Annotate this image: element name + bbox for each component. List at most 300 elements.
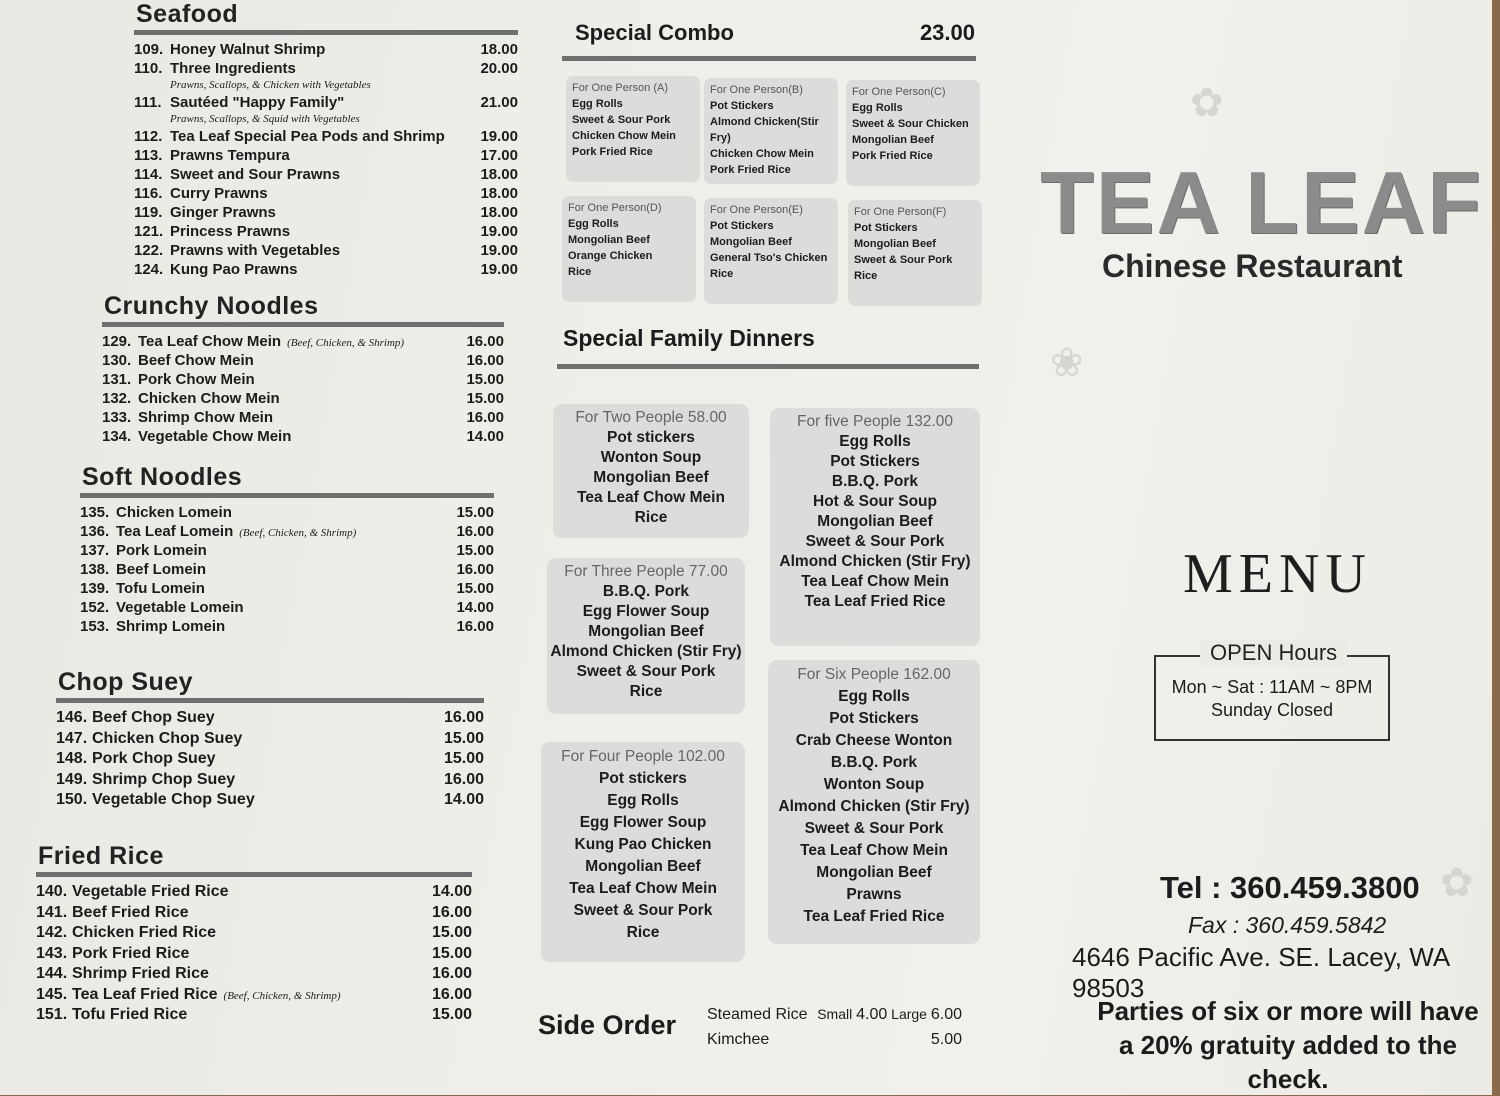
item-price: 18.00 [480, 41, 518, 58]
combo-box-heading: For One Person(E) [710, 204, 803, 216]
item-number: 141. [36, 903, 68, 921]
item-name-text: Tea Leaf Chow Mein [138, 333, 282, 350]
section-title: Chop Suey [58, 668, 194, 696]
family-item: Hot & Sour Soup [813, 493, 937, 510]
item-name [170, 60, 468, 77]
small-price: 4.00 [856, 1006, 888, 1023]
item-number: 132. [102, 390, 132, 407]
item-price: 16.00 [466, 409, 504, 426]
item-price: 16.00 [456, 618, 494, 635]
combo-box-e [704, 198, 838, 304]
item-name [138, 333, 454, 350]
section-title: Crunchy Noodles [104, 292, 319, 320]
fax: Fax : 360.459.5842 [1188, 912, 1387, 938]
combo-box-heading: For One Person(B) [710, 84, 803, 96]
item-name-text: Three Ingredients [170, 60, 296, 77]
family-box-heading: For Six People 162.00 [797, 666, 951, 683]
item-price: 15.00 [466, 390, 504, 407]
family-box-two [553, 404, 749, 538]
combo-box-d [562, 196, 696, 302]
family-item: Prawns [846, 886, 902, 903]
item-name [170, 166, 468, 183]
combo-item: Mongolian Beef [852, 134, 934, 146]
menu-item [56, 730, 484, 751]
item-name [138, 371, 454, 388]
item-number: 134. [102, 428, 132, 445]
item-price: 16.00 [466, 352, 504, 369]
item-name [72, 986, 422, 1004]
item-price: 18.00 [480, 166, 518, 183]
family-item: Egg Rolls [839, 433, 911, 450]
menu-item [134, 204, 518, 223]
item-name-text: Beef Fried Rice [72, 903, 189, 921]
item-name-text: Pork Chop Suey [92, 750, 216, 767]
menu-item [36, 945, 472, 966]
restaurant-logo: TEA LEAF [1040, 153, 1483, 252]
item-price: 18.00 [480, 185, 518, 202]
item-name-text: Chicken Chop Suey [92, 729, 243, 747]
menu-item [102, 371, 504, 390]
item-list [56, 709, 484, 812]
combo-item: Orange Chicken [568, 250, 653, 262]
side-item-name: Kimchee [707, 1031, 770, 1048]
item-list [102, 333, 504, 447]
item-name [170, 223, 468, 240]
side-item-kimchee [707, 1031, 962, 1056]
family-item: Tea Leaf Fried Rice [803, 908, 945, 925]
item-name [72, 904, 422, 922]
section-crunchy-noodles [102, 292, 504, 447]
item-name [92, 709, 434, 727]
item-number: 139. [80, 580, 110, 597]
item-price: 17.00 [480, 147, 518, 164]
item-price: 19.00 [480, 128, 518, 145]
item-name-text: Honey Walnut Shrimp [170, 41, 326, 58]
item-number: 129. [102, 333, 132, 350]
section-title: Fried Rice [38, 842, 164, 870]
combo-box-heading: For One Person(F) [854, 206, 947, 218]
family-item: Wonton Soup [823, 776, 925, 793]
item-list [36, 883, 472, 1027]
family-item: B.B.Q. Pork [831, 473, 919, 490]
item-number: 143. [36, 944, 68, 962]
item-name-text: Tea Leaf Fried Rice [72, 985, 218, 1003]
item-note: (Beef, Chicken, & Shrimp) [287, 337, 405, 349]
item-name [92, 750, 434, 768]
family-item: Wonton Soup [600, 449, 702, 466]
combo-item: Rice [710, 268, 734, 280]
item-number: 142. [36, 924, 68, 941]
item-name-text: Kung Pao Prawns [170, 261, 298, 278]
family-item: Pot Stickers [830, 453, 920, 470]
family-item: Crab Cheese Wonton [795, 732, 953, 749]
divider [134, 30, 518, 35]
item-number: 144. [36, 965, 68, 982]
menu-item [80, 542, 494, 561]
combo-item: Pork Fried Rice [852, 150, 933, 162]
item-description: Prawns, Scallops, & Chicken with Vegetables [170, 79, 371, 91]
combo-item: Chicken Chow Mein [710, 148, 814, 160]
family-box-heading: For Two People 58.00 [575, 409, 727, 426]
large-price: 6.00 [930, 1006, 962, 1023]
menu-item [36, 986, 472, 1007]
item-note: (Beef, Chicken, & Shrimp) [239, 527, 357, 539]
menu-item [56, 750, 484, 771]
item-number: 121. [134, 223, 164, 240]
item-number: 119. [134, 204, 163, 221]
item-price: 15.00 [443, 729, 484, 747]
item-name-text: Vegetable Lomein [116, 599, 244, 616]
item-price: 16.00 [431, 985, 472, 1003]
flower-decoration-icon: ✿ [1190, 81, 1224, 125]
combo-item: Pork Fried Rice [710, 164, 791, 176]
menu-item [36, 965, 472, 986]
item-name [170, 94, 468, 111]
combo-item: Pot Stickers [854, 222, 918, 234]
item-price: 16.00 [456, 523, 494, 540]
item-number: 122. [134, 242, 164, 259]
menu-item [134, 166, 518, 185]
item-price: 14.00 [456, 599, 494, 616]
family-item: Pot Stickers [829, 710, 919, 727]
combo-box-b [704, 78, 838, 184]
section-title: Seafood [136, 0, 239, 28]
family-item: Sweet & Sour Pork [805, 533, 945, 550]
item-name [72, 924, 422, 942]
family-box-five [770, 408, 980, 646]
combo-box-f [848, 200, 982, 306]
item-number: 114. [134, 166, 163, 183]
family-box-three [547, 558, 745, 714]
menu-item [102, 428, 504, 447]
side-item-price [817, 1006, 962, 1024]
item-price: 15.00 [443, 750, 484, 767]
restaurant-subtitle: Chinese Restaurant [1102, 248, 1403, 284]
item-number: 112. [134, 128, 163, 145]
item-name-text: Tofu Lomein [116, 580, 205, 597]
item-name [92, 771, 434, 789]
combo-item: Sweet & Sour Pork [854, 254, 953, 266]
menu-item [134, 223, 518, 242]
item-name-text: Prawns with Vegetables [170, 242, 341, 259]
family-box-six [768, 660, 980, 944]
combo-box-heading: For One Person(D) [568, 202, 662, 214]
item-name [116, 523, 444, 540]
item-price: 14.00 [443, 791, 484, 808]
combo-item: Pot Stickers [710, 220, 774, 232]
item-number: 149. [56, 770, 88, 788]
section-seafood [134, 0, 518, 280]
item-name [170, 41, 468, 58]
hours-weekday: Mon ~ Sat : 11AM ~ 8PM [1171, 677, 1373, 697]
item-name [92, 730, 434, 748]
combo-item: Sweet & Sour Chicken [852, 118, 969, 130]
item-name [116, 561, 444, 578]
divider [80, 493, 494, 498]
combo-item: Mongolian Beef [710, 236, 792, 248]
item-name [92, 791, 434, 809]
item-number: 110. [134, 60, 163, 77]
item-price: 16.00 [456, 561, 494, 578]
family-item: Tea Leaf Fried Rice [804, 593, 946, 610]
combo-box-heading: For One Person(C) [852, 86, 946, 98]
menu-item [102, 390, 504, 409]
item-name-text: Tea Leaf Lomein [116, 523, 234, 540]
family-item: Tea Leaf Chow Mein [801, 573, 949, 590]
family-box-four [541, 742, 745, 962]
open-hours-box [1154, 655, 1390, 741]
family-item: Egg Rolls [838, 688, 910, 705]
combo-item: Egg Rolls [852, 102, 903, 114]
item-number: 151. [36, 1006, 68, 1023]
item-price: 15.00 [456, 504, 494, 521]
side-item-price: 5.00 [930, 1031, 962, 1048]
family-item: Pot stickers [607, 429, 695, 446]
family-item: Sweet & Sour Pork [804, 820, 944, 837]
item-price: 16.00 [443, 709, 484, 726]
menu-item [80, 580, 494, 599]
family-item: Sweet & Sour Pork [576, 663, 716, 680]
menu-item [56, 771, 484, 792]
family-item: Almond Chicken (Stir Fry) [550, 643, 742, 660]
special-combo-title: Special Combo [575, 20, 734, 45]
menu-item [56, 791, 484, 812]
item-name-text: Chicken Lomein [116, 504, 232, 521]
item-price: 21.00 [480, 94, 518, 111]
menu-item [56, 709, 484, 730]
item-price: 15.00 [466, 371, 504, 388]
item-name [170, 261, 468, 278]
item-name-text: Vegetable Fried Rice [72, 883, 229, 900]
item-number: 150. [56, 791, 88, 808]
item-name-text: Pork Fried Rice [72, 944, 190, 962]
menu-item [102, 409, 504, 428]
item-name [72, 945, 422, 963]
item-name-text: Ginger Prawns [170, 204, 276, 221]
item-name [138, 352, 454, 369]
menu-item [134, 185, 518, 204]
family-item: B.B.Q. Pork [830, 754, 918, 771]
item-name [116, 580, 444, 597]
open-hours-title: OPEN Hours [1200, 640, 1347, 666]
family-item: Almond Chicken (Stir Fry) [779, 553, 971, 570]
item-name [170, 185, 468, 202]
family-item: Tea Leaf Chow Mein [569, 880, 717, 897]
item-number: 137. [80, 542, 110, 559]
item-name-text: Shrimp Chop Suey [92, 770, 236, 788]
item-number: 152. [80, 599, 110, 616]
menu-item [134, 242, 518, 261]
item-name [116, 599, 444, 616]
family-item: B.B.Q. Pork [602, 583, 690, 600]
item-price: 20.00 [480, 60, 518, 77]
item-number: 116. [134, 185, 163, 202]
hours-sunday: Sunday Closed [1210, 700, 1334, 720]
menu-item [36, 883, 472, 904]
item-number: 148. [56, 750, 88, 767]
item-number: 130. [102, 352, 132, 369]
item-name-text: Shrimp Lomein [116, 618, 226, 635]
combo-item: Mongolian Beef [854, 238, 936, 250]
flower-decoration-icon: ❀ [1050, 341, 1084, 385]
menu-item [36, 1006, 472, 1027]
family-item: Mongolian Beef [816, 864, 932, 881]
family-item: Egg Rolls [607, 792, 679, 809]
large-label: Large [891, 1006, 927, 1022]
item-description: Prawns, Scallops, & Squid with Vegetables [170, 113, 360, 125]
item-number: 124. [134, 261, 164, 278]
item-name [72, 1006, 422, 1024]
flower-decoration-icon: ✿ [1440, 861, 1474, 905]
item-name-text: Chicken Fried Rice [72, 924, 217, 941]
item-name-text: Beef Chow Mein [138, 352, 254, 369]
item-price: 15.00 [431, 1006, 472, 1023]
telephone: Tel : 360.459.3800 [1160, 870, 1420, 905]
special-combo-header [575, 20, 975, 46]
item-number: 153. [80, 618, 110, 635]
family-item: Egg Flower Soup [579, 814, 707, 831]
item-number: 140. [36, 883, 68, 900]
family-item: Rice [626, 924, 660, 941]
item-number: 111. [134, 94, 162, 111]
section-fried-rice [36, 842, 472, 1027]
item-price: 19.00 [480, 242, 518, 259]
family-item: Mongolian Beef [817, 513, 933, 530]
combo-item: Rice [854, 270, 878, 282]
combo-item: Rice [568, 266, 592, 278]
divider [102, 322, 504, 327]
combo-item: Mongolian Beef [568, 234, 650, 246]
combo-box-heading: For One Person (A) [572, 82, 668, 94]
family-item: Pot stickers [599, 770, 687, 787]
item-name-text: Beef Lomein [116, 561, 207, 578]
item-price: 15.00 [456, 542, 494, 559]
family-item: Mongolian Beef [593, 469, 709, 486]
item-number: 138. [80, 561, 110, 578]
family-item: Kung Pao Chicken [574, 836, 712, 853]
item-name [170, 128, 468, 145]
menu-item [80, 504, 494, 523]
item-name-text: Curry Prawns [170, 185, 268, 202]
item-price: 16.00 [443, 770, 484, 788]
side-order-title: Side Order [538, 1010, 677, 1040]
side-order-list [707, 1006, 962, 1056]
side-item-steamed-rice [707, 1006, 962, 1031]
family-item: Mongolian Beef [588, 623, 704, 640]
menu-item [80, 618, 494, 637]
item-name-text: Chicken Chow Mein [138, 390, 280, 407]
family-box-heading: For five People 132.00 [797, 413, 953, 430]
item-name [72, 965, 422, 983]
item-name-text: Shrimp Chow Mein [138, 409, 273, 426]
combo-box-a [566, 76, 700, 182]
family-item: Mongolian Beef [585, 858, 701, 875]
gratuity-notice: Parties of six or more will have a 20% gratuity added to the check. [1097, 996, 1479, 1094]
item-number: 146. [56, 709, 88, 726]
family-item: Egg Flower Soup [582, 603, 710, 620]
address: 4646 Pacific Ave. SE. Lacey, WA 98503 [1072, 942, 1449, 1003]
small-label: Small [817, 1006, 853, 1022]
menu-item [80, 523, 494, 542]
item-name [170, 204, 468, 221]
combo-box-c [846, 80, 980, 186]
item-name-text: Pork Chow Mein [138, 371, 255, 388]
menu-item [134, 60, 518, 79]
menu-item [134, 41, 518, 60]
item-price: 15.00 [431, 944, 472, 962]
combo-item: Almond Chicken(Stir Fry) [710, 116, 819, 144]
family-dinners-title: Special Family Dinners [563, 325, 815, 351]
menu-item [102, 352, 504, 371]
family-item: Rice [629, 683, 663, 700]
section-chop-suey [56, 668, 484, 812]
item-name-text: Tea Leaf Special Pea Pods and Shrimp [170, 128, 445, 145]
combo-item: Egg Rolls [568, 218, 619, 230]
menu-item [36, 904, 472, 925]
menu-item [134, 94, 518, 113]
item-price: 14.00 [466, 428, 504, 445]
item-name-text: Sautéed "Happy Family" [170, 94, 345, 111]
menu-item [36, 924, 472, 945]
item-name-text: Vegetable Chop Suey [92, 791, 255, 808]
divider [36, 872, 472, 877]
item-number: 113. [134, 147, 163, 164]
item-name [116, 504, 444, 521]
item-name [138, 409, 454, 426]
item-name-text: Sweet and Sour Prawns [170, 166, 341, 183]
item-number: 135. [80, 504, 110, 521]
menu-item [80, 599, 494, 618]
side-item-name: Steamed Rice [707, 1006, 808, 1023]
family-item: Rice [634, 509, 668, 526]
item-number: 133. [102, 409, 132, 426]
item-price: 15.00 [456, 580, 494, 597]
menu-item [102, 333, 504, 352]
item-name [72, 883, 422, 901]
divider [562, 56, 976, 61]
divider [557, 364, 979, 369]
combo-item: Pot Stickers [710, 100, 774, 112]
family-item: Tea Leaf Chow Mein [577, 489, 725, 506]
item-name-text: Princess Prawns [170, 223, 291, 240]
item-name-text: Shrimp Fried Rice [72, 965, 209, 982]
item-name [138, 390, 454, 407]
item-name-text: Pork Lomein [116, 542, 207, 559]
item-price: 16.00 [431, 965, 472, 982]
family-item: Almond Chicken (Stir Fry) [778, 798, 970, 815]
item-name [170, 147, 468, 164]
item-number: 131. [102, 371, 132, 388]
combo-item: General Tso's Chicken [710, 252, 828, 264]
item-number: 109. [134, 41, 164, 58]
family-item: Tea Leaf Chow Mein [800, 842, 948, 859]
item-number: 136. [80, 523, 110, 540]
item-price: 14.00 [431, 883, 472, 900]
family-box-heading: For Three People 77.00 [564, 563, 728, 580]
combo-item: Chicken Chow Mein [572, 130, 676, 142]
menu-item [134, 147, 518, 166]
item-list [80, 504, 494, 637]
item-name [116, 618, 444, 635]
item-price: 19.00 [480, 223, 518, 240]
item-price: 15.00 [431, 924, 472, 941]
item-note: (Beef, Chicken, & Shrimp) [223, 989, 341, 1002]
item-number: 145. [36, 985, 68, 1003]
item-price: 16.00 [431, 903, 472, 921]
family-item: Sweet & Sour Pork [573, 902, 713, 919]
section-title: Soft Noodles [82, 463, 243, 491]
menu-heading: MENU [1183, 543, 1372, 605]
